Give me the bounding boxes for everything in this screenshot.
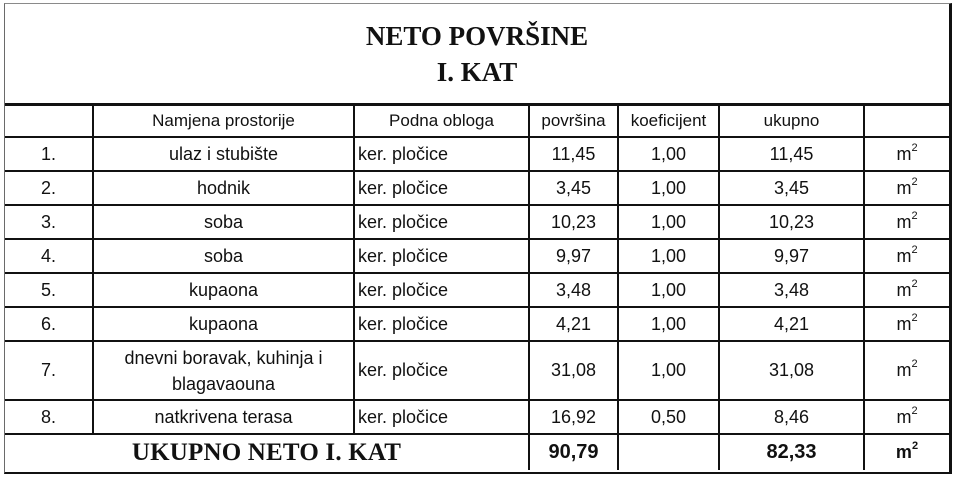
header-row bbox=[5, 106, 949, 137]
header-total: ukupno bbox=[719, 106, 864, 137]
summary-coefficient bbox=[618, 434, 719, 470]
unit: $m^2$ bbox=[864, 239, 949, 273]
room-name: hodnik bbox=[93, 171, 354, 205]
room-name: natkrivena terasa bbox=[93, 400, 354, 434]
room-name: dnevni boravak, kuhinja i blagavaouna bbox=[93, 341, 354, 400]
header-area: površina bbox=[529, 106, 618, 137]
summary-net-total: 82,33 bbox=[719, 434, 864, 470]
table-row bbox=[5, 171, 949, 205]
unit: $m^2$ bbox=[864, 171, 949, 205]
floor-covering: ker. pločice bbox=[354, 307, 529, 341]
unit: $m^2$ bbox=[864, 400, 949, 434]
summary-area-total: 90,79 bbox=[529, 434, 618, 470]
coefficient-value: 1,00 bbox=[618, 205, 719, 239]
area-value: 16,92 bbox=[529, 400, 618, 434]
area-value: 11,45 bbox=[529, 137, 618, 171]
row-number: 1. bbox=[5, 137, 93, 171]
coefficient-value: 1,00 bbox=[618, 341, 719, 400]
coefficient-value: 1,00 bbox=[618, 239, 719, 273]
floor-covering: ker. pločice bbox=[354, 137, 529, 171]
unit: $m^2$ bbox=[864, 341, 949, 400]
floor-covering: ker. pločice bbox=[354, 239, 529, 273]
unit: $m^2$ bbox=[864, 273, 949, 307]
row-number: 4. bbox=[5, 239, 93, 273]
sheet-title: NETO POVRŠINE bbox=[365, 20, 589, 51]
total-value: 3,45 bbox=[719, 171, 864, 205]
area-value: 31,08 bbox=[529, 341, 618, 400]
table-row bbox=[5, 307, 949, 341]
total-value: 31,08 bbox=[719, 341, 864, 400]
unit: $m^2$ bbox=[864, 205, 949, 239]
total-value: 9,97 bbox=[719, 239, 864, 273]
header-floor-covering: Podna obloga bbox=[354, 106, 529, 137]
table-row bbox=[5, 341, 949, 400]
row-number: 2. bbox=[5, 171, 93, 205]
table-row bbox=[5, 400, 949, 434]
header-room-purpose: Namjena prostorije bbox=[93, 106, 354, 137]
row-number: 3. bbox=[5, 205, 93, 239]
table-row bbox=[5, 239, 949, 273]
coefficient-value: 1,00 bbox=[618, 137, 719, 171]
coefficient-value: 1,00 bbox=[618, 307, 719, 341]
row-number: 5. bbox=[5, 273, 93, 307]
floor-covering: ker. pločice bbox=[354, 400, 529, 434]
row-number: 7. bbox=[5, 341, 93, 400]
area-value: 3,48 bbox=[529, 273, 618, 307]
room-name: kupaona bbox=[93, 273, 354, 307]
summary-row bbox=[5, 434, 949, 470]
room-name: ulaz i stubište bbox=[93, 137, 354, 171]
total-value: 10,23 bbox=[719, 205, 864, 239]
total-value: 4,21 bbox=[719, 307, 864, 341]
coefficient-value: 0,50 bbox=[618, 400, 719, 434]
room-name: soba bbox=[93, 239, 354, 273]
title-block bbox=[5, 4, 949, 106]
header-coefficient: koeficijent bbox=[618, 106, 719, 137]
room-name: soba bbox=[93, 205, 354, 239]
table-row bbox=[5, 205, 949, 239]
room-name: kupaona bbox=[93, 307, 354, 341]
unit: $m^2$ bbox=[864, 307, 949, 341]
floor-covering: ker. pločice bbox=[354, 341, 529, 400]
area-table bbox=[5, 106, 949, 470]
floor-covering: ker. pločice bbox=[354, 205, 529, 239]
header-index bbox=[5, 106, 93, 137]
header-unit bbox=[864, 106, 949, 137]
floor-covering: ker. pločice bbox=[354, 273, 529, 307]
area-value: 3,45 bbox=[529, 171, 618, 205]
coefficient-value: 1,00 bbox=[618, 171, 719, 205]
area-value: 10,23 bbox=[529, 205, 618, 239]
unit: $m^2$ bbox=[864, 137, 949, 171]
net-area-sheet bbox=[4, 3, 952, 474]
table-row bbox=[5, 137, 949, 171]
table-row bbox=[5, 273, 949, 307]
row-number: 6. bbox=[5, 307, 93, 341]
total-value: 3,48 bbox=[719, 273, 864, 307]
total-value: 11,45 bbox=[719, 137, 864, 171]
floor-covering: ker. pločice bbox=[354, 171, 529, 205]
area-value: 9,97 bbox=[529, 239, 618, 273]
coefficient-value: 1,00 bbox=[618, 273, 719, 307]
area-value: 4,21 bbox=[529, 307, 618, 341]
summary-unit: $m^2$ bbox=[864, 434, 949, 470]
summary-label: UKUPNO NETO I. KAT bbox=[5, 434, 529, 470]
total-value: 8,46 bbox=[719, 400, 864, 434]
sheet-subtitle: I. KAT bbox=[436, 56, 518, 87]
row-number: 8. bbox=[5, 400, 93, 434]
